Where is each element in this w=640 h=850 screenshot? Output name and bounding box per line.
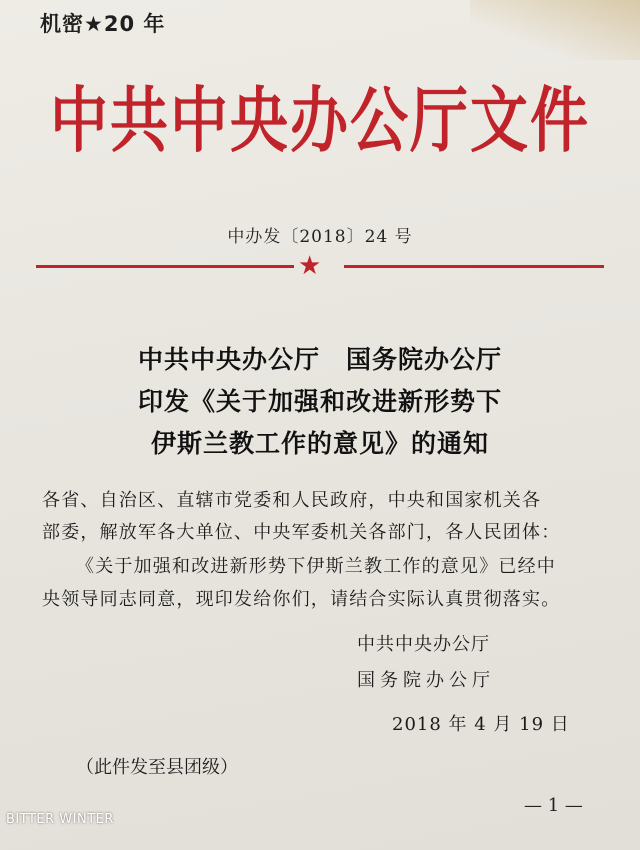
body-line-2: 部委，解放军各大单位、中央军委机关各部门，各人民团体： bbox=[42, 522, 561, 543]
document-number: 中办发〔2018〕24 号 bbox=[227, 227, 413, 247]
body-line-3: 《关于加强和改进新形势下伊斯兰教工作的意见》已经中 bbox=[76, 556, 556, 577]
notice-title-line-1: 中共中央办公厅 国务院办公厅 bbox=[137, 345, 502, 374]
page-corner-shadow bbox=[470, 0, 640, 60]
distribution-note: （此件发至县团级） bbox=[76, 757, 238, 778]
separator-line-left bbox=[36, 265, 294, 268]
signatory-state-council-office: 国务院办公厅 bbox=[357, 670, 495, 691]
body-line-4: 央领导同志同意，现印发给你们，请结合实际认真贯彻落实。 bbox=[42, 589, 561, 610]
issue-date: 2018 年 4 月 19 日 bbox=[392, 714, 570, 735]
signatory-party-office: 中共中央办公厅 bbox=[357, 634, 490, 655]
separator-line-right bbox=[344, 265, 604, 268]
body-line-1: 各省、自治区、直辖市党委和人民政府，中央和国家机关各 bbox=[42, 490, 542, 511]
red-separator bbox=[36, 251, 604, 281]
notice-title-line-3: 伊斯兰教工作的意见》的通知 bbox=[150, 429, 489, 458]
document-header: 中共中央办公厅文件 bbox=[49, 78, 590, 162]
classification-mark: 机密★20 年 bbox=[40, 12, 166, 36]
page-number: — 1 — bbox=[524, 795, 583, 816]
star-icon: ★ bbox=[298, 251, 322, 281]
watermark: BITTER WINTER bbox=[6, 812, 114, 827]
notice-title-line-2: 印发《关于加强和改进新形势下 bbox=[137, 387, 502, 416]
